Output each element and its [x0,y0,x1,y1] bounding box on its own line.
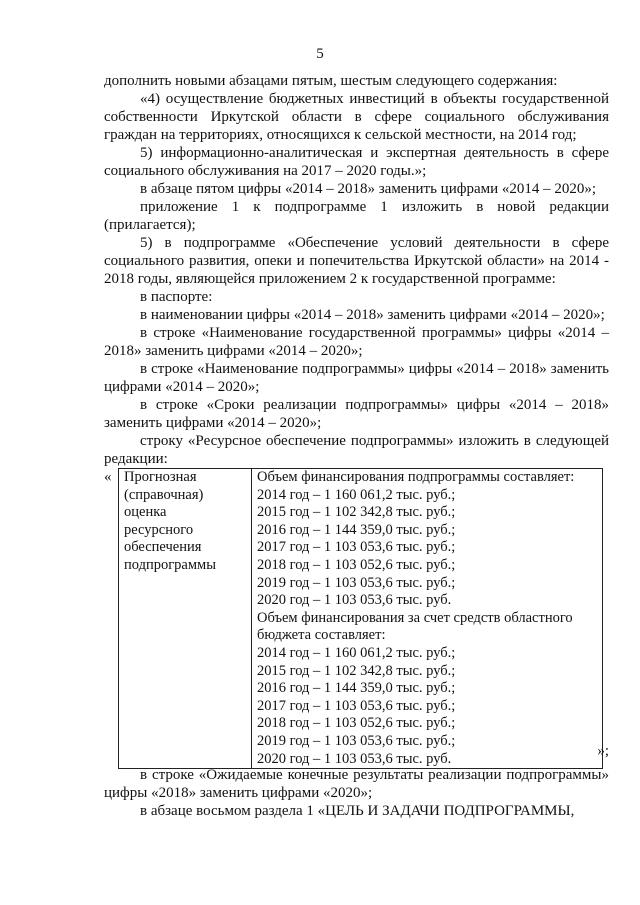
paragraph: в абзаце восьмом раздела 1 «ЦЕЛЬ И ЗАДАЧИ ПОДПРОГРАММЫ, [140,803,575,819]
cell-line: 2014 год – 1 160 061,2 тыс. руб.; [257,644,456,661]
paragraph: строку «Ресурсное обеспечение подпрограммы» изложить в следующей редакции: [104,433,609,467]
cell-line: 2017 год – 1 103 053,6 тыс. руб.; [257,539,456,556]
table-cell-value [252,469,603,769]
table-row [119,469,603,769]
cell-line: 2014 год – 1 160 061,2 тыс. руб.; [257,486,456,503]
cell-line: (справочная) [124,486,204,503]
cell-line: 2020 год – 1 103 053,6 тыс. руб. [257,592,452,609]
paragraph: дополнить новыми абзацами пятым, шестым следующего содержания: [104,73,558,89]
cell-line: Прогнозная [124,469,197,485]
cell-line: 2015 год – 1 102 342,8 тыс. руб.; [257,504,456,521]
cell-line: подпрограммы [124,556,216,573]
paragraph: в паспорте: [140,289,213,305]
table-cell-label [119,469,252,769]
cell-line: 2016 год – 1 144 359,0 тыс. руб.; [257,680,456,697]
cell-line: 2015 год – 1 102 342,8 тыс. руб.; [257,662,456,679]
paragraph: 5) в подпрограмме «Обеспечение условий деятельности в сфере социального развития, опеки и попечительства Иркутской области» на 2014 - 2018 годы, являющейся приложением 2 к государственной программе: [104,235,609,287]
cell-line: 2020 год – 1 103 053,6 тыс. руб. [257,750,452,767]
cell-line: бюджета составляет: [257,627,386,644]
paragraph: в строке «Наименование подпрограммы» цифры «2014 – 2018» заменить цифрами «2014 – 2020»; [104,361,609,395]
page-number: 5 [316,46,324,62]
paragraph: в строке «Ожидаемые конечные результаты реализации подпрограммы» цифры «2018» заменить цифрами «2020»; [104,767,609,801]
paragraph: в строке «Наименование государственной программы» цифры «2014 – 2018» заменить цифрами «2014 – 2020»; [104,325,609,359]
paragraph: «4) осуществление бюджетных инвестиций в объекты государственной собственности Иркутской области в сфере социального обслуживания граждан на территориях, относящихся к сельской местности, на 2014 год; [104,91,609,143]
opening-quote: « [104,469,112,485]
cell-line: 2018 год – 1 103 052,6 тыс. руб.; [257,556,456,573]
cell-line: 2019 год – 1 103 053,6 тыс. руб.; [257,574,456,591]
cell-line: 2017 год – 1 103 053,6 тыс. руб.; [257,697,456,714]
resource-table [118,468,603,769]
resource-table-block [104,468,609,766]
paragraph: 5) информационно-аналитическая и экспертная деятельность в сфере социального обслуживания на 2017 – 2020 годы.»; [104,145,609,179]
paragraph: в абзаце пятом цифры «2014 – 2018» заменить цифрами «2014 – 2020»; [140,181,597,197]
closing-quote: »; [597,743,609,759]
paragraph: в строке «Сроки реализации подпрограммы» цифры «2014 – 2018» заменить цифрами «2014 – 2020»; [104,397,609,431]
cell-line: 2018 год – 1 103 052,6 тыс. руб.; [257,715,456,732]
cell-line: Объем финансирования подпрограммы составляет: [257,469,575,485]
paragraph: в наименовании цифры «2014 – 2018» заменить цифрами «2014 – 2020»; [140,307,605,323]
paragraph: приложение 1 к подпрограмме 1 изложить в новой редакции (прилагается); [104,199,609,233]
cell-line: обеспечения [124,539,202,556]
cell-line: 2016 год – 1 144 359,0 тыс. руб.; [257,521,456,538]
cell-line: ресурсного [124,521,194,538]
cell-line: оценка [124,504,167,521]
cell-line: 2019 год – 1 103 053,6 тыс. руб.; [257,732,456,749]
cell-line: Объем финансирования за счет средств областного [257,609,573,626]
document-body [104,72,609,820]
